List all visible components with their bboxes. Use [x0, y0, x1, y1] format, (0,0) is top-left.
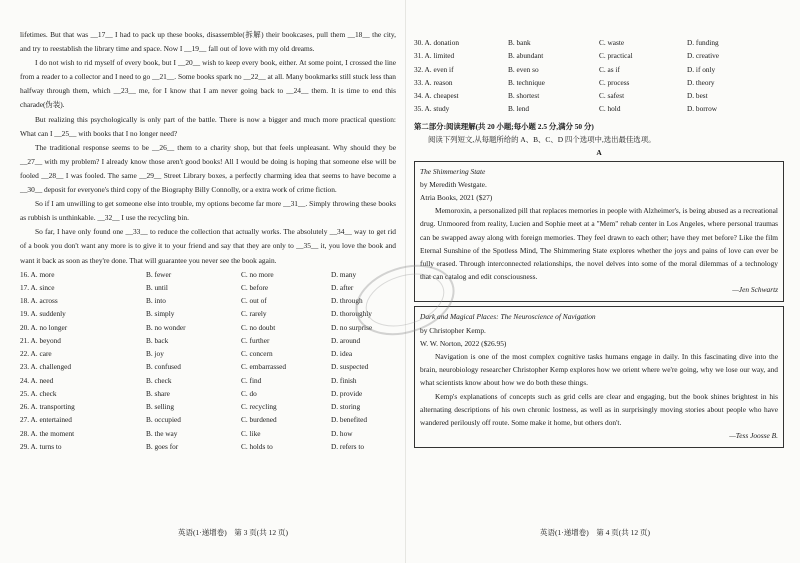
- review-publisher: W. W. Norton, 2022 ($26.95): [420, 338, 507, 348]
- page-fold: [405, 0, 406, 563]
- option-row: [20, 294, 396, 307]
- option-row: [20, 387, 396, 400]
- option-row: [20, 400, 396, 413]
- option-b: B. no wonder: [146, 322, 186, 332]
- option-c: C. process: [599, 77, 630, 87]
- option-c: C. hold: [599, 104, 621, 114]
- option-c: C. practical: [599, 51, 633, 61]
- option-d: D. best: [687, 91, 708, 100]
- option-row: [414, 102, 784, 115]
- option-d: D. creative: [687, 51, 720, 61]
- option-b: B. bank: [508, 38, 531, 47]
- option-d: D. borrow: [687, 104, 717, 114]
- left-page: [20, 28, 396, 453]
- option-a: 32. A. even if: [414, 64, 454, 74]
- option-a: 18. A. across: [20, 296, 58, 306]
- reviewer-signature: —Jen Schwartz: [732, 285, 778, 295]
- option-b: B. joy: [146, 349, 164, 359]
- option-d: D. thoroughly: [331, 309, 372, 319]
- option-b: B. goes for: [146, 441, 179, 451]
- option-b: B. confused: [146, 362, 181, 372]
- option-b: B. share: [146, 388, 170, 398]
- option-a: 21. A. beyond: [20, 335, 61, 345]
- option-d: D. around: [331, 335, 361, 345]
- option-a: 16. A. more: [20, 269, 55, 279]
- passage-paragraph: lifetimes. But that was __17__ I had to pack up these books, disassemble(拆解) their bookcases, pull them __18__ the city, and try to reestablish the library time and space. Now I __19__ fall out of love with my old dreams.: [20, 30, 396, 54]
- option-a: 25. A. check: [20, 388, 57, 398]
- option-a: 24. A. need: [20, 375, 54, 385]
- option-row: [20, 281, 396, 294]
- option-d: D. funding: [687, 38, 719, 47]
- review-body: Memoroxin, a personalized pill that replaces memories in people with Alzheimer's, is being abused as a recreational drug. Unmoored from reality, Lucien and Sophie meet at a "Mem" rehab center in Los Angeles, where personal traumas can be swapped away along with foreign memories. They feel drawn to each other; have they met before? Like the film Eternal Sunshine of the Spotless Mind, The Shimmering State explores whether the joys and pains of love can ever be fully erased. Through interconnected relationships, the novel delves into some of the moral dilemmas of a technology that can catalog and edit consciousness.: [420, 206, 778, 282]
- review-body: Navigation is one of the most complex cognitive tasks humans engage in daily. In this fascinating dive into the brain, neurobiology researcher Christopher Kemp explores how we orient where we're going, why we lose our way, and what scientists know about how we do both these things.: [420, 351, 778, 388]
- passage-paragraph: The traditional response seems to be __26__ them to a charity shop, but that feels unpleasant. Why should they be __27__ with my problem? I already know those aren't good books! All I would be doing is hoping that someone else will be fooled __28__ I was fooled. The same __29__ Street Library boxes, a perfectly charming idea that seems to have become a __30__ deposit for everyone's third copy of the Biography Billy Connolly, or a extra work of crime fiction.: [20, 142, 396, 195]
- option-c: C. embarrassed: [241, 362, 286, 372]
- option-row: [20, 268, 396, 281]
- options-list: [414, 36, 784, 116]
- option-c: C. waste: [599, 38, 625, 47]
- option-b: B. occupied: [146, 415, 181, 425]
- review-author: by Christopher Kemp.: [420, 325, 486, 335]
- option-c: C. holds to: [241, 441, 273, 451]
- option-c: C. burdened: [241, 415, 277, 425]
- page-footer-left: 英语(1·递增卷) 第 3 页(共 12 页): [178, 528, 288, 537]
- option-a: 20. A. no longer: [20, 322, 68, 332]
- option-c: C. out of: [241, 296, 267, 306]
- review-author: by Meredith Westgate.: [420, 179, 487, 189]
- option-d: D. no surprise: [331, 322, 373, 332]
- option-row: [20, 360, 396, 373]
- option-c: C. rarely: [241, 309, 267, 319]
- option-row: [414, 76, 784, 89]
- option-row: [20, 307, 396, 320]
- option-b: B. even so: [508, 64, 539, 74]
- option-a: 28. A. the moment: [20, 428, 75, 438]
- option-d: D. refers to: [331, 441, 365, 451]
- option-row: [20, 427, 396, 440]
- option-b: B. technique: [508, 77, 545, 87]
- book-review-box: [414, 161, 784, 303]
- section-title: 第二部分:阅读理解(共 20 小题;每小题 2.5 分,满分 50 分): [414, 121, 594, 131]
- option-d: D. suspected: [331, 362, 369, 372]
- passage-paragraph: So far, I have only found one __33__ to reduce the collection that actually works. The absolutely __34__ way to get rid of a book you don't want any more is to give it to your friend and say that they are only to __35__ it, you love the book and want it back as soon as they're done. That will guarantee you never see the book again.: [20, 227, 396, 265]
- option-a: 26. A. transporting: [20, 402, 75, 412]
- option-d: D. provide: [331, 388, 363, 398]
- option-d: D. storing: [331, 402, 361, 412]
- review-title: Dark and Magical Places: The Neuroscience of Navigation: [420, 312, 596, 322]
- review-body: Kemp's explanations of concepts such as grid cells are clear and engaging, but the book shines brightest in his alternating descriptions of his own chronic lostness, as well as in surprisingly moving stories about people who have wandered perilously off route. Some make it home, but others don't.: [420, 391, 778, 427]
- option-row: [20, 374, 396, 387]
- section-instruction: 阅读下列短文,从每题所给的 A、B、C、D 四个选项中,选出最佳选项。: [428, 134, 656, 144]
- option-b: B. simply: [146, 309, 175, 319]
- option-c: C. no doubt: [241, 322, 276, 332]
- option-a: 17. A. since: [20, 282, 55, 292]
- option-a: 35. A. study: [414, 104, 450, 114]
- option-a: 19. A. suddenly: [20, 309, 66, 319]
- option-b: B. into: [146, 296, 166, 306]
- right-page: [414, 36, 784, 448]
- option-row: [20, 347, 396, 360]
- option-a: 29. A. turns to: [20, 441, 62, 451]
- review-title: The Shimmering State: [420, 166, 486, 176]
- passage-label: A: [596, 147, 602, 157]
- option-c: C. do: [241, 388, 257, 398]
- option-c: C. no more: [241, 269, 274, 279]
- option-a: 34. A. cheapest: [414, 91, 459, 100]
- passage-paragraph: But realizing this psychologically is only part of the battle. There is now a bigger and much more practical question: What can I __25__ with books that I no longer need?: [20, 114, 396, 138]
- option-c: C. recycling: [241, 402, 277, 412]
- option-row: [20, 334, 396, 347]
- option-d: D. idea: [331, 349, 353, 359]
- option-c: C. like: [241, 428, 261, 438]
- option-c: C. safest: [599, 91, 625, 100]
- option-b: B. selling: [146, 402, 174, 412]
- option-d: D. many: [331, 269, 357, 279]
- option-b: B. shortest: [508, 91, 540, 100]
- option-b: B. check: [146, 375, 172, 385]
- option-c: C. find: [241, 375, 262, 385]
- option-b: B. until: [146, 282, 168, 292]
- option-c: C. further: [241, 335, 270, 345]
- option-row: [414, 49, 784, 62]
- option-a: 23. A. challenged: [20, 362, 72, 372]
- option-row: [20, 440, 396, 453]
- option-row: [414, 63, 784, 76]
- option-a: 22. A. care: [20, 349, 52, 359]
- option-d: D. finish: [331, 375, 357, 385]
- option-row: [20, 413, 396, 426]
- option-a: 31. A. limited: [414, 51, 455, 61]
- passage-paragraph: I do not wish to rid myself of every book, but I __20__ wish to keep every book, either. At some point, I crossed the line from a reader to a collector and I need to go __21__. Some books spark no __22__ at all. Many bookmarks still stuck less than halfway through them, which __23__ me, for I know that I am never going back to __24__ them. It is time to end this charade(伪装).: [20, 58, 396, 110]
- option-d: D. if only: [687, 64, 716, 74]
- option-d: D. how: [331, 428, 353, 438]
- option-b: B. the way: [146, 428, 178, 438]
- option-c: C. as if: [599, 64, 620, 74]
- option-b: B. lend: [508, 104, 530, 114]
- option-b: B. abundant: [508, 51, 544, 61]
- option-b: B. back: [146, 335, 169, 345]
- option-a: 33. A. reason: [414, 77, 453, 87]
- book-review-box: [414, 306, 784, 448]
- option-c: C. concern: [241, 349, 273, 359]
- option-row: [20, 321, 396, 334]
- review-publisher: Atria Books, 2021 ($27): [420, 192, 493, 202]
- option-a: 30. A. donation: [414, 38, 459, 47]
- options-list: [20, 268, 396, 454]
- option-d: D. benefited: [331, 415, 368, 425]
- option-d: D. theory: [687, 77, 715, 87]
- option-a: 27. A. entertained: [20, 415, 72, 425]
- option-row: [414, 89, 784, 102]
- reviewer-signature: —Tess Joosse B.: [729, 431, 778, 441]
- option-b: B. fewer: [146, 269, 172, 279]
- option-row: [414, 36, 784, 49]
- option-d: D. after: [331, 282, 354, 292]
- page-footer-right: 英语(1·递增卷) 第 4 页(共 12 页): [540, 528, 650, 537]
- passage-paragraph: So if I am unwilling to get someone else into trouble, my options become far more __31__. Simply throwing these books as rubbish is unthinkable. __32__ I use the recycling bin.: [20, 199, 396, 223]
- option-d: D. through: [331, 296, 363, 306]
- option-c: C. before: [241, 282, 269, 292]
